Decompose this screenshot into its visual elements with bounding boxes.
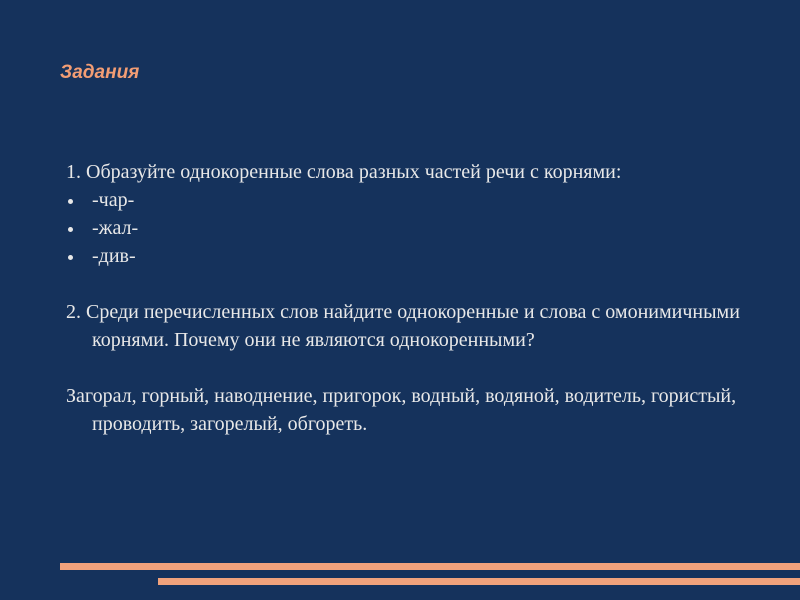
slide-title: Задания: [60, 62, 140, 83]
task-2-text: 2. Среди перечисленных слов найдите однокоренные и слова с омонимичными корнями. Почему они не являются однокоренными?: [66, 301, 740, 351]
slide-content: [66, 158, 756, 438]
bullet-icon: [68, 255, 73, 260]
list-item: [66, 214, 756, 242]
root-label: -див-: [92, 245, 136, 267]
list-item: [66, 242, 756, 270]
root-label: -жал-: [92, 217, 139, 239]
bullet-icon: [68, 227, 73, 232]
words-list-text: Загорал, горный, наводнение, пригорок, водный, водяной, водитель, гористый, проводить, загорелый, обгореть.: [66, 385, 737, 435]
decorative-bar-bottom: [158, 578, 800, 585]
task-1-text: 1. Образуйте однокоренные слова разных частей речи с корнями:: [66, 161, 622, 183]
bullet-icon: [68, 199, 73, 204]
root-label: -чар-: [92, 189, 135, 211]
decorative-bar-top: [60, 563, 800, 570]
list-item: [66, 186, 756, 214]
roots-list: [66, 186, 756, 270]
